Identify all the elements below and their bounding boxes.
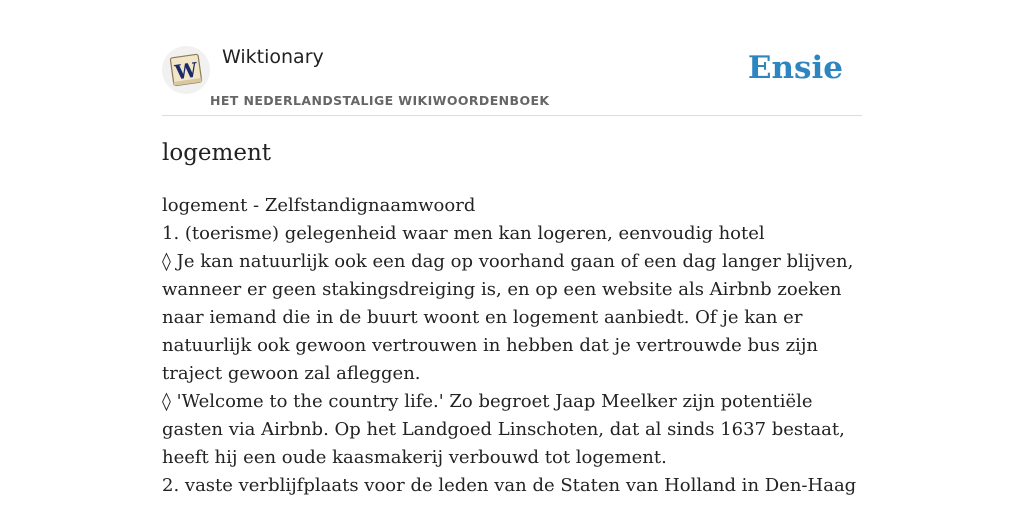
svg-text:W: W [173, 57, 199, 85]
brand-logo[interactable]: Ensie [747, 50, 843, 86]
example-2: ◊ 'Welcome to the country life.' Zo begroet Jaap Meelker zijn potentiële gasten via Airbnb. Op het Landgoed Linschoten, dat al sinds 1637 bestaat, heeft hij een oude kaasmakerij verbouwd tot logement. [162, 391, 845, 468]
header-divider [162, 115, 862, 116]
example-1: ◊ Je kan natuurlijk ook een dag op voorhand gaan of een dag langer blijven, wanneer er geen stakingsdreiging is, en op een website als Airbnb zoeken naar iemand die in de buurt woont en logement aanbiedt. Of je kan er natuurlijk ook gewoon vertrouwen in hebben dat je vertrouwde bus zijn traject gewoon zal afleggen. [162, 251, 854, 384]
definition-1: 1. (toerisme) gelegenheid waar men kan logeren, eenvoudig hotel [162, 223, 765, 244]
page-title: logement [162, 140, 272, 166]
part-of-speech-line: logement - Zelfstandignaamwoord [162, 195, 476, 216]
wiktionary-logo-icon[interactable] [162, 46, 210, 94]
definition-2: 2. vaste verblijfplaats voor de leden van de Staten van Holland in Den-Haag [162, 475, 857, 496]
entry-content [162, 192, 862, 500]
site-title[interactable]: Wiktionary [222, 46, 324, 68]
site-subtitle: HET NEDERLANDSTALIGE WIKIWOORDENBOEK [210, 93, 550, 108]
